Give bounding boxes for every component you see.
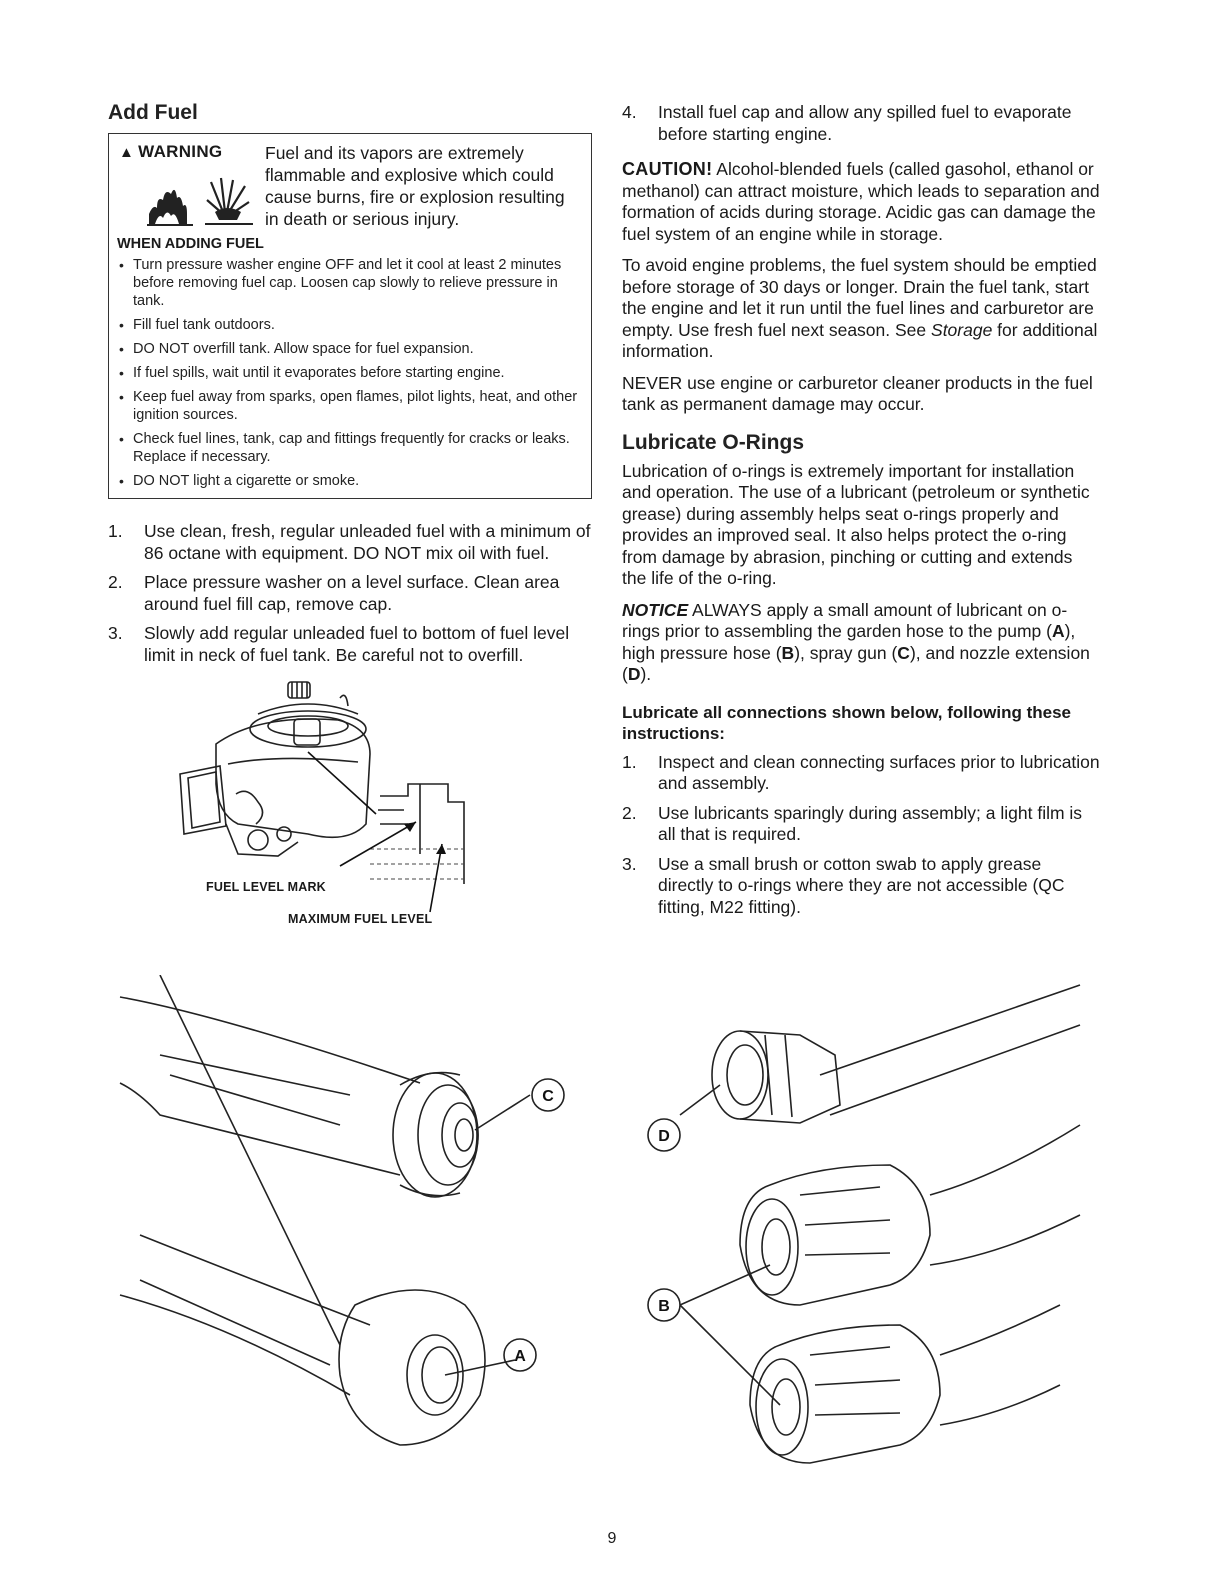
step-item: 3. Use a small brush or cotton swab to apply grease directly to o-rings where they are not accessible (QC fitting, M22 fitting). — [622, 853, 1065, 917]
warning-bullet: • If fuel spills, wait until it evaporates before starting engine. — [117, 364, 583, 382]
callout-a: A — [514, 1348, 526, 1365]
storage-paragraph: To avoid engine problems, the fuel system should be emptied before storage of 30 days or longer. Drain the fuel tank, start the engine and let it run until the fuel lines and carburetor are empty. Use fresh fuel next season. See Storage for additional information. — [622, 255, 1098, 361]
spray-gun-fitting — [120, 997, 530, 1197]
warning-triangle-icon: ▲ — [119, 144, 135, 162]
fire-explosion-icon — [145, 168, 255, 228]
warning-box — [108, 133, 592, 499]
warning-bullet: • DO NOT overfill tank. Allow space for fuel expansion. — [117, 340, 583, 358]
engine-illustration — [108, 674, 592, 927]
lubricate-all-connections-heading: Lubricate all connections shown below, following these instructions: — [622, 702, 1071, 743]
caution-label: CAUTION! — [622, 159, 713, 179]
right-column — [622, 102, 1100, 926]
step-item: 4. Install fuel cap and allow any spilled fuel to evaporate before starting engine. — [622, 102, 1072, 144]
when-adding-fuel-heading: WHEN ADDING FUEL — [117, 236, 264, 253]
notice-paragraph: NOTICE ALWAYS apply a small amount of lubricant on o-rings prior to assembling the garden hose to the pump (A), high pressure hose (B), spray gun (C), and nozzle extension (D). — [622, 599, 1090, 685]
warning-bullet: • Fill fuel tank outdoors. — [117, 316, 583, 334]
maximum-fuel-level-label: MAXIMUM FUEL LEVEL — [288, 912, 433, 927]
warning-bullet: • Check fuel lines, tank, cap and fittings frequently for cracks or leaks. Replace if necessary. — [117, 430, 583, 466]
warning-bullet-list — [117, 256, 583, 490]
warning-bullet: • DO NOT light a cigarette or smoke. — [117, 472, 583, 490]
never-paragraph: NEVER use engine or carburetor cleaner products in the fuel tank as permanent damage may occur. — [622, 372, 1093, 414]
storage-reference: Storage — [931, 319, 993, 340]
fuel-level-mark-label: FUEL LEVEL MARK — [206, 880, 326, 895]
warning-bullet: • Keep fuel away from sparks, open flames, pilot lights, heat, and other ignition sources. — [117, 388, 583, 424]
notice-label: NOTICE — [622, 599, 689, 620]
add-fuel-steps-continued — [622, 102, 1100, 145]
high-pressure-hose-fitting-lower — [680, 1305, 1060, 1463]
step-item: 3. Slowly add regular unleaded fuel to bottom of fuel level limit in neck of fuel tank. Be careful not to overfill. — [108, 623, 570, 665]
page-number: 9 — [607, 1530, 617, 1547]
lubricate-o-rings-heading: Lubricate O-Rings — [622, 430, 805, 454]
lubrication-steps — [622, 752, 1100, 919]
pump-fitting — [120, 975, 515, 1445]
step-item: 1. Inspect and clean connecting surfaces prior to lubrication and assembly. — [622, 751, 1100, 794]
lubrication-intro: Lubrication of o-rings is extremely important for installation and operation. The use of a lubricant (petroleum or synthetic grease) during assembly helps seat o-rings properly and provides an improved seal. It also helps protect the o-ring from damage by abrasion, pinching or cutting and extends the life of the o-ring. — [622, 460, 1090, 589]
left-column — [108, 100, 592, 927]
callout-b: B — [658, 1298, 670, 1315]
caution-paragraph: CAUTION! Alcohol-blended fuels (called gasohol, ethanol or methanol) can attract moisture, which leads to separation and formation of acids during storage. Acidic gas can damage the fuel system of an engine while in storage. — [622, 159, 1100, 244]
warning-bullet: • Turn pressure washer engine OFF and let it cool at least 2 minutes before removing fuel cap. Loosen cap slowly to relieve pressure in tank. — [117, 256, 583, 310]
step-item: 2. Place pressure washer on a level surface. Clean area around fuel fill cap, remove cap. — [108, 572, 560, 614]
connections-figure — [100, 975, 1100, 1485]
callout-d: D — [658, 1128, 670, 1145]
hose-connections-illustration — [100, 975, 1100, 1485]
add-fuel-steps — [108, 521, 592, 666]
warning-label: ▲ WARNING — [119, 142, 223, 162]
step-item: 1. Use clean, fresh, regular unleaded fuel with a minimum of 86 octane with equipment. DO NOT mix oil with fuel. — [108, 521, 591, 563]
step-item: 2. Use lubricants sparingly during assembly; a light film is all that is required. — [622, 802, 1083, 845]
nozzle-extension-fitting — [680, 985, 1080, 1123]
callout-c: C — [542, 1088, 554, 1105]
high-pressure-hose-fitting-upper — [680, 1125, 1080, 1305]
warning-text: Fuel and its vapors are extremely flammable and explosive which could cause burns, fire or explosion resulting in death or serious injury. — [265, 143, 565, 230]
engine-fuel-level-figure — [108, 674, 592, 927]
add-fuel-heading: Add Fuel — [108, 101, 198, 124]
